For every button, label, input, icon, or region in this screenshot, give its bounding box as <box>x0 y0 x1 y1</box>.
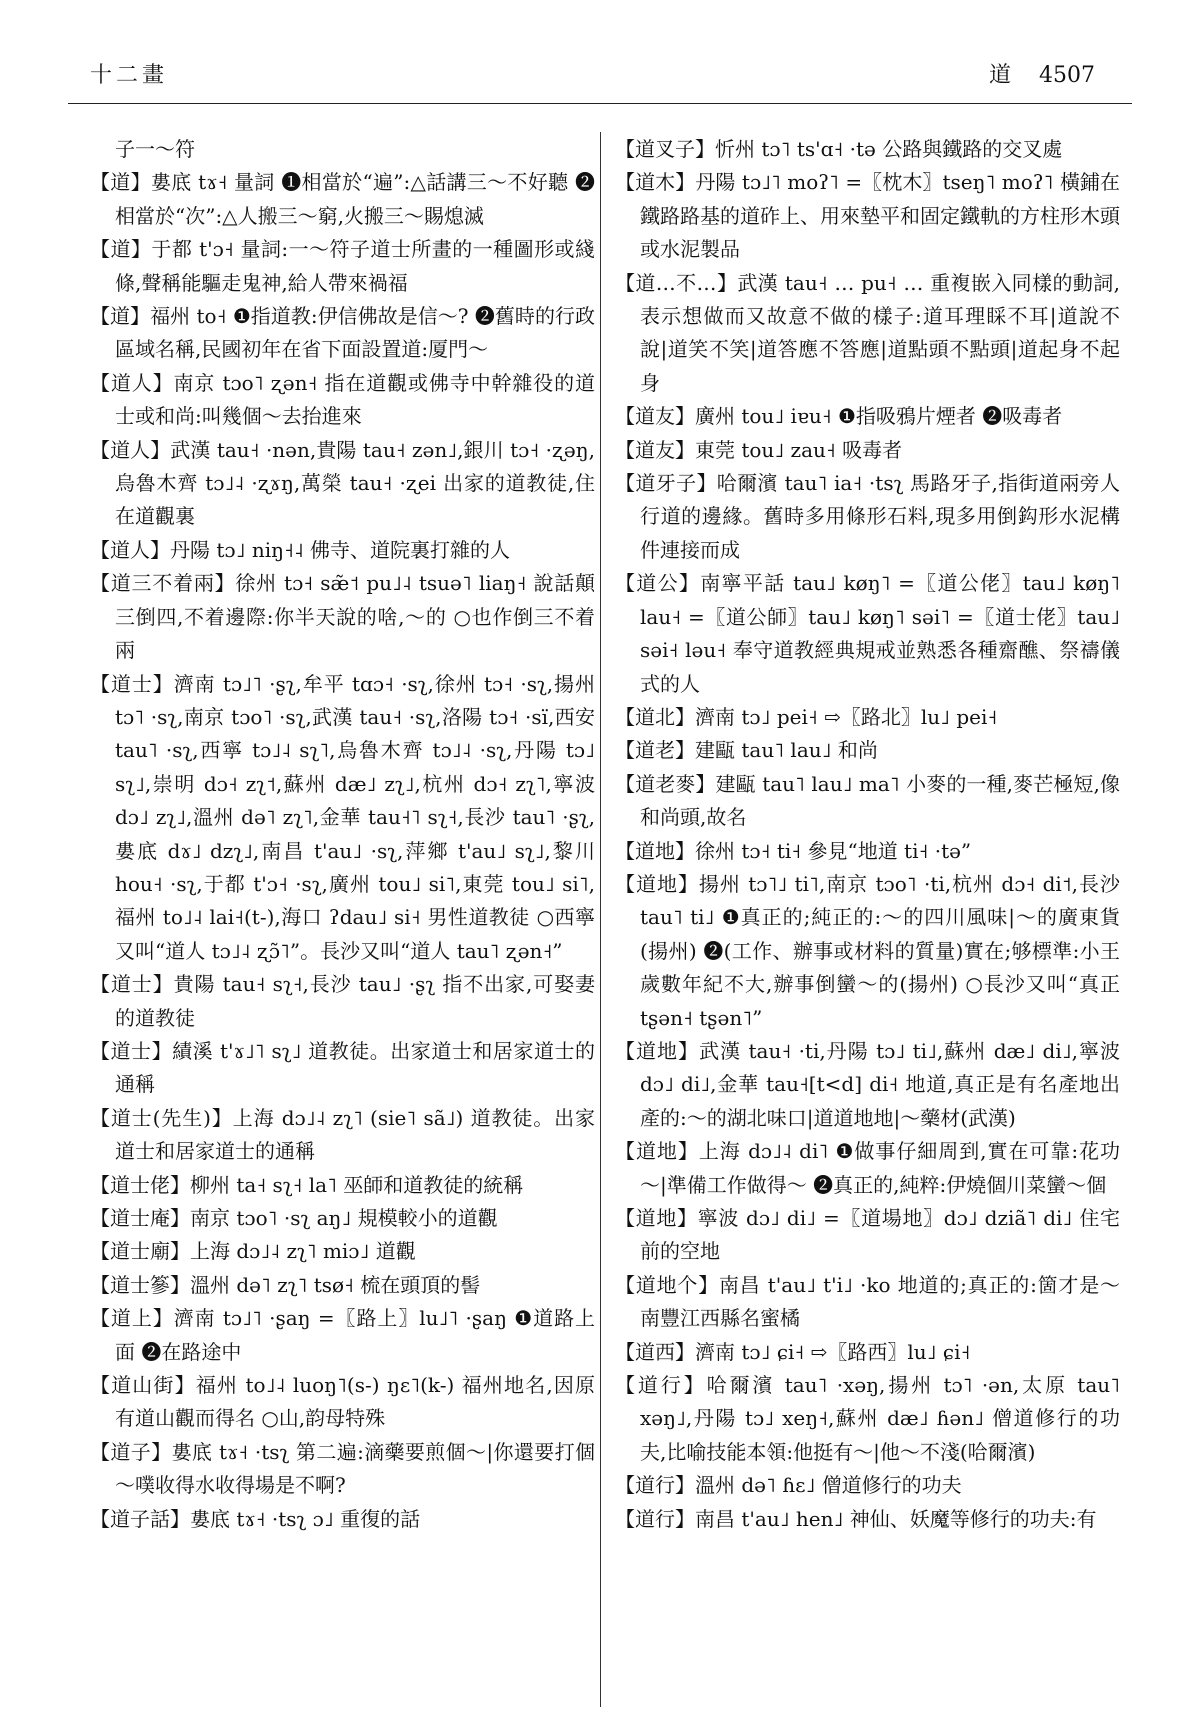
head-character: 道 <box>988 63 1011 88</box>
dictionary-entry: 【道行】南昌 t'au˩ hen˩ 神仙、妖魔等修行的功夫:有 <box>615 1506 1097 1531</box>
dictionary-entry: 【道…不…】武漢 tau˧ … pu˧ … 重複嵌入同樣的動詞,表示想做而又故意不做的樣子:道耳理睬不耳|道說不說|道笑不笑|道答應不答應|道點頭不點頭|道起身不起身 <box>615 270 1120 395</box>
dictionary-entry: 【道人】南京 tɔo˥ ʐən˧ 指在道觀或佛寺中幹雜役的道士或和尚:叫幾個～去抬進來 <box>90 370 595 429</box>
dictionary-entry: 【道】福州 to˧ ❶指道教:伊信佛故是信～? ❷舊時的行政區域名稱,民國初年在省下面設置道:厦門～ <box>90 304 595 362</box>
dictionary-entry: 【道西】濟南 tɔ˩ ɕi˧ ⇨〖路西〗lu˩ ɕi˧ <box>615 1339 971 1364</box>
dictionary-entry: 【道地】寧波 dɔ˩ di˩ =〖道場地〗dɔ˩ dziã˥ di˩ 住宅前的空地 <box>615 1206 1120 1264</box>
dictionary-entry: 【道人】丹陽 tɔ˩ niŋ˧˨ 佛寺、道院裏打雜的人 <box>90 537 511 562</box>
dictionary-entry: 【道士廟】上海 dɔ˩˨ zʅ˥ miɔ˩ 道觀 <box>90 1239 416 1264</box>
dictionary-entry: 【道地】武漢 tau˧ ·ti,丹陽 tɔ˩ ti˩,蘇州 dæ˩ di˩,寧波 dɔ˩ di˩,金華 tau˧[t<d] di˧ 地道,真正是有名產地出產的:～的湖北味口|道道地地|～藥材(武漢) <box>615 1038 1120 1130</box>
dictionary-entry: 【道】于都 t'ɔ˧ 量詞:一～符子道士所畫的一種圖形或綫條,聲稱能驅走鬼神,給人帶來禍福 <box>90 237 595 295</box>
dictionary-entry: 【道地个】南昌 t'au˩ t'i˩ ·ko 地道的;真正的:箇才是～南豐江西縣名蜜橘 <box>615 1272 1120 1331</box>
page-number: 4507 <box>1039 63 1095 88</box>
dictionary-entry: 【道士(先生)】上海 dɔ˩˨ zʅ˥ (sie˥ sã˩) 道教徒。出家道士和居家道士的通稱 <box>90 1105 595 1164</box>
dictionary-entry: 【道士】績溪 t'ɤ˩˥ sʅ˩ 道教徒。出家道士和居家道士的通稱 <box>90 1038 595 1097</box>
dictionary-entry: 【道士】濟南 tɔ˩˥ ·ʂʅ,牟平 tɑɔ˧ ·sʅ,徐州 tɔ˧ ·sʅ,揚州 tɔ˥ ·sʅ,南京 tɔo˥ ·sʅ,武漢 tau˧ ·sʅ,洛陽 tɔ˧ ·sï,西安 tau˥ ·sʅ,西寧 tɔ˩˨ sʅ˥,烏魯木齊 tɔ˩˨ ·sʅ,丹陽 tɔ˩ sʅ˩,崇明 dɔ˧ zʅ˦,蘇州 dæ˩ zʅ˩,杭州 dɔ˧ zʅ˥,寧波 dɔ˩ zʅ˩,溫州 də˥ zʅ˥,金華 tau˧˥ sʅ˧,長沙 tau˥ ·ʂʅ,婁底 dɤ˩ dzʅ˩,南昌 t'au˩ ·sʅ,萍鄉 t'au˩ sʅ˩,黎川 hou˧ ·sʅ,于都 t'ɔ˧ ·sʅ,廣州 tou˩ si˥,東莞 tou˩ si˥,福州 to˩˨ lai˧(t-),海口 ʔdau˩ si˧ 男性道教徒 ○西寧又叫“道人 tɔ˩˨ ʐɔ̃˥”。長沙又叫“道人 tau˥ ʐən˧” <box>90 671 595 963</box>
dictionary-entry: 【道地】揚州 tɔ˥˩ ti˥,南京 tɔo˥ ·ti,杭州 dɔ˧ di˦,長沙 tau˥ ti˩ ❶真正的;純正的:～的四川風味|～的廣東貨(揚州) ❷(工作、辦事或材料的質量)實在;够標準:小王歲數年紀不大,辦事倒蠻～的(揚州) ○長沙又叫“真正 tʂən˧ tʂən˥” <box>615 871 1120 1030</box>
dictionary-entry: 【道子】婁底 tɤ˧ ·tsʅ 第二遍:滴藥要煎個～|你還要打個～噗收得水收得場是不啊? <box>90 1439 595 1498</box>
running-head-section: 十二畫 <box>90 63 169 88</box>
dictionary-entry: 【道上】濟南 tɔ˩˥ ·ʂaŋ =〖路上〗lu˩˥ ·ʂaŋ ❶道路上面 ❷在路途中 <box>90 1306 595 1364</box>
dictionary-entry: 【道子話】婁底 tɤ˧ ·tsʅ ɔ˩ 重復的話 <box>90 1506 421 1531</box>
dictionary-entry: 子一～符 <box>115 137 195 161</box>
dictionary-entry: 【道老】建甌 tau˥ lau˩ 和尚 <box>615 738 878 763</box>
dictionary-entry: 【道友】東莞 tou˩ zau˧ 吸毒者 <box>615 437 903 462</box>
running-head-right <box>989 62 1095 90</box>
dictionary-entry: 【道牙子】哈爾濱 tau˥ ia˧ ·tsʅ 馬路牙子,指街道兩旁人行道的邊緣。舊時多用條形石料,現多用倒鈎形水泥構件連接而成 <box>615 471 1120 562</box>
column-divider <box>600 132 601 1707</box>
right-column <box>615 133 1120 1713</box>
header-rule <box>68 103 1132 104</box>
dictionary-entry: 【道士庵】南京 tɔo˥ ·sʅ aŋ˩ 規模較小的道觀 <box>90 1206 498 1230</box>
dictionary-entry: 【道】婁底 tɤ˧ 量詞 ❶相當於“遍”:△話講三～不好聽 ❷相當於“次”:△人搬三～窮,火搬三～賜熄滅 <box>90 170 595 228</box>
dictionary-entry: 【道行】哈爾濱 tau˥ ·xəŋ,揚州 tɔ˥ ·ən,太原 tau˥ xəŋ˩,丹陽 tɔ˩ xeŋ˧,蘇州 dæ˩ ɦən˩ 僧道修行的功夫,比喻技能本領:他挺有～|他～不淺(哈爾濱) <box>615 1373 1120 1464</box>
dictionary-entry: 【道北】濟南 tɔ˩ pei˧ ⇨〖路北〗lu˩ pei˧ <box>615 704 998 729</box>
dictionary-entry: 【道三不着兩】徐州 tɔ˧ sæ̃˦ pu˩˨ tsuə˥ liaŋ˧ 說話顛三倒四,不着邊際:你半天說的啥,～的 ○也作倒三不着兩 <box>90 571 595 663</box>
dictionary-entry: 【道公】南寧平話 tau˩ køŋ˥ =〖道公佬〗tau˩ køŋ˥ lau˧ =〖道公師〗tau˩ køŋ˥ səi˥ =〖道士佬〗tau˩ səi˧ ləu˧ 奉守道教經典規戒並熟悉各種齋醮、祭禱儀式的人 <box>615 571 1120 696</box>
dictionary-entry: 【道士篸】溫州 də˥ zʅ˥ tsø˧ 梳在頭頂的髻 <box>90 1272 481 1297</box>
dictionary-entry: 【道士】貴陽 tau˧ sʅ˧,長沙 tau˩ ·ʂʅ 指不出家,可娶妻的道教徒 <box>90 972 595 1030</box>
dictionary-entry: 【道木】丹陽 tɔ˩˥ moʔ˥ =〖枕木〗tseŋ˥ moʔ˥ 橫鋪在鐵路路基的道砟上、用來墊平和固定鐵軌的方柱形木頭或水泥製品 <box>615 170 1120 262</box>
dictionary-entry: 【道地】徐州 tɔ˧ ti˧ 參見“地道 ti˧ ·tə” <box>615 838 972 863</box>
dictionary-entry: 【道行】溫州 də˥ ɦɛ˩ 僧道修行的功夫 <box>615 1473 962 1498</box>
dictionary-entry: 【道士佬】柳州 ta˧ sʅ˧ la˥ 巫師和道教徒的統稱 <box>90 1172 524 1197</box>
dictionary-entry: 【道人】武漢 tau˧ ·nən,貴陽 tau˧ zən˩,銀川 tɔ˧ ·ʐəŋ,烏魯木齊 tɔ˩˨ ·ʐɤŋ,萬榮 tau˧ ·ʐei 出家的道教徒,住在道觀裏 <box>90 437 595 529</box>
dictionary-entry: 【道山街】福州 to˩˨ luoŋ˥(s-) ŋɛ˥(k-) 福州地名,因原有道山觀而得名 ○山,韵母特殊 <box>90 1373 595 1431</box>
dictionary-entry: 【道友】廣州 tou˩ iɐu˧ ❶指吸鴉片煙者 ❷吸毒者 <box>615 404 1063 429</box>
dictionary-entry: 【道地】上海 dɔ˩˨ di˥ ❶做事仔細周到,實在可靠:花功～|準備工作做得～ ❷真正的,純粹:伊燒個川菜蠻～個 <box>615 1139 1120 1197</box>
dictionary-entry: 【道老麥】建甌 tau˥ lau˩ ma˥ 小麥的一種,麥芒極短,像和尚頭,故名 <box>615 771 1120 830</box>
dictionary-entry: 【道叉子】忻州 tɔ˥ ts'ɑ˧ ·tə 公路與鐵路的交叉處 <box>615 137 1063 161</box>
left-column <box>90 133 595 1713</box>
